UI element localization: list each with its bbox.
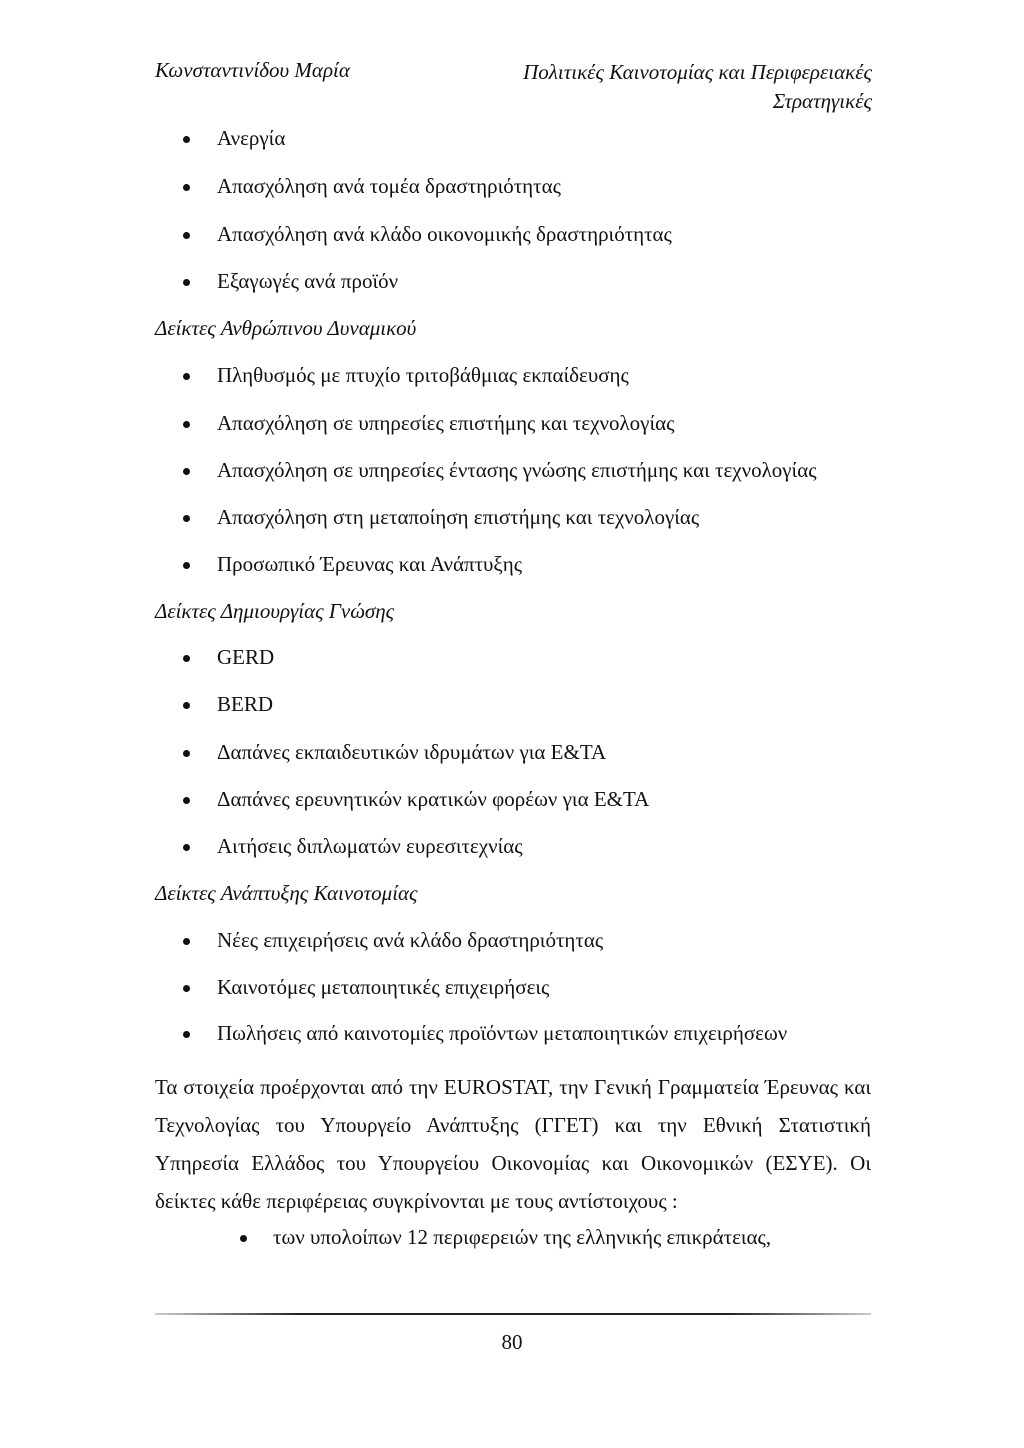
list-item-text: Απασχόληση σε υπηρεσίες έντασης γνώσης επιστήμης και τεχνολογίας: [217, 458, 817, 482]
list-item-text: Εξαγωγές ανά προϊόν: [217, 269, 399, 293]
bullet-icon: [183, 468, 190, 475]
list-item-text: Αιτήσεις διπλωματών ευρεσιτεχνίας: [217, 834, 523, 858]
section-heading-knowledge-creation: Δείκτες Δημιουργίας Γνώσης: [155, 599, 395, 623]
bullet-icon: [183, 515, 190, 522]
list-item-text: Νέες επιχειρήσεις ανά κλάδο δραστηριότητας: [217, 928, 604, 952]
bullet-icon: [183, 985, 190, 992]
bullet-icon: [183, 279, 190, 286]
bullet-icon: [240, 1235, 247, 1242]
list-item-text: Καινοτόμες μεταποιητικές επιχειρήσεις: [217, 975, 550, 999]
list-item-text: Απασχόληση ανά τομέα δραστηριότητας: [217, 174, 561, 198]
bullet-icon: [183, 184, 190, 191]
bullet-icon: [183, 136, 190, 143]
bullet-icon: [183, 562, 190, 569]
list-item-text: Προσωπικό Έρευνας και Ανάπτυξης: [217, 552, 523, 576]
page-number: 80: [501, 1330, 523, 1354]
bullet-icon: [183, 373, 190, 380]
section-heading-human-resources: Δείκτες Ανθρώπινου Δυναμικού: [155, 316, 417, 340]
bullet-icon: [183, 655, 190, 662]
list-item-text: Πληθυσμός με πτυχίο τριτοβάθμιας εκπαίδευσης: [217, 363, 629, 387]
list-item-text: Απασχόληση ανά κλάδο οικονομικής δραστηριότητας: [217, 222, 672, 246]
list-item-text: Δαπάνες εκπαιδευτικών ιδρυμάτων για Ε&ΤΑ: [217, 740, 607, 764]
bullet-icon: [183, 421, 190, 428]
section-heading-innovation: Δείκτες Ανάπτυξης Καινοτομίας: [155, 881, 418, 905]
bullet-icon: [183, 1031, 190, 1038]
bullet-icon: [183, 844, 190, 851]
bullet-icon: [183, 702, 190, 709]
header-title-line1: Πολιτικές Καινοτομίας και Περιφερειακές: [523, 60, 872, 84]
list-item-text: Πωλήσεις από καινοτομίες προϊόντων μεταποιητικών επιχειρήσεων: [217, 1021, 788, 1045]
body-paragraph: Τα στοιχεία προέρχονται από την EUROSTAT, την Γενική Γραμματεία Έρευνας και Τεχνολογίας του Υπουργείο Ανάπτυξης (ΓΓΕΤ) και την Εθνική Στατιστική Υπηρεσία Ελλάδος του Υπουργείου Οικονομίας και Οικονομικών (ΕΣΥΕ). Οι δείκτες κάθε περιφέρειας συγκρίνονται με τους αντίστοιχους :: [155, 1075, 871, 1213]
header-title-line2: Στρατηγικές: [772, 89, 872, 113]
bullet-icon: [183, 938, 190, 945]
footer-divider: [155, 1313, 871, 1315]
list-item-text: BERD: [217, 692, 274, 716]
bullet-icon: [183, 750, 190, 757]
bullet-icon: [183, 797, 190, 804]
header-author: Κωνσταντινίδου Μαρία: [155, 58, 350, 82]
list-item-text: των υπολοίπων 12 περιφερειών της ελληνικής επικράτειας,: [273, 1225, 772, 1249]
list-item-text: Ανεργία: [217, 126, 286, 150]
bullet-icon: [183, 232, 190, 239]
list-item-text: Δαπάνες ερευνητικών κρατικών φορέων για Ε&ΤΑ: [217, 787, 650, 811]
list-item-text: Απασχόληση σε υπηρεσίες επιστήμης και τεχνολογίας: [217, 411, 675, 435]
header-title: [523, 58, 872, 116]
list-item-text: GERD: [217, 645, 275, 669]
list-item-text: Απασχόληση στη μεταποίηση επιστήμης και τεχνολογίας: [217, 505, 700, 529]
